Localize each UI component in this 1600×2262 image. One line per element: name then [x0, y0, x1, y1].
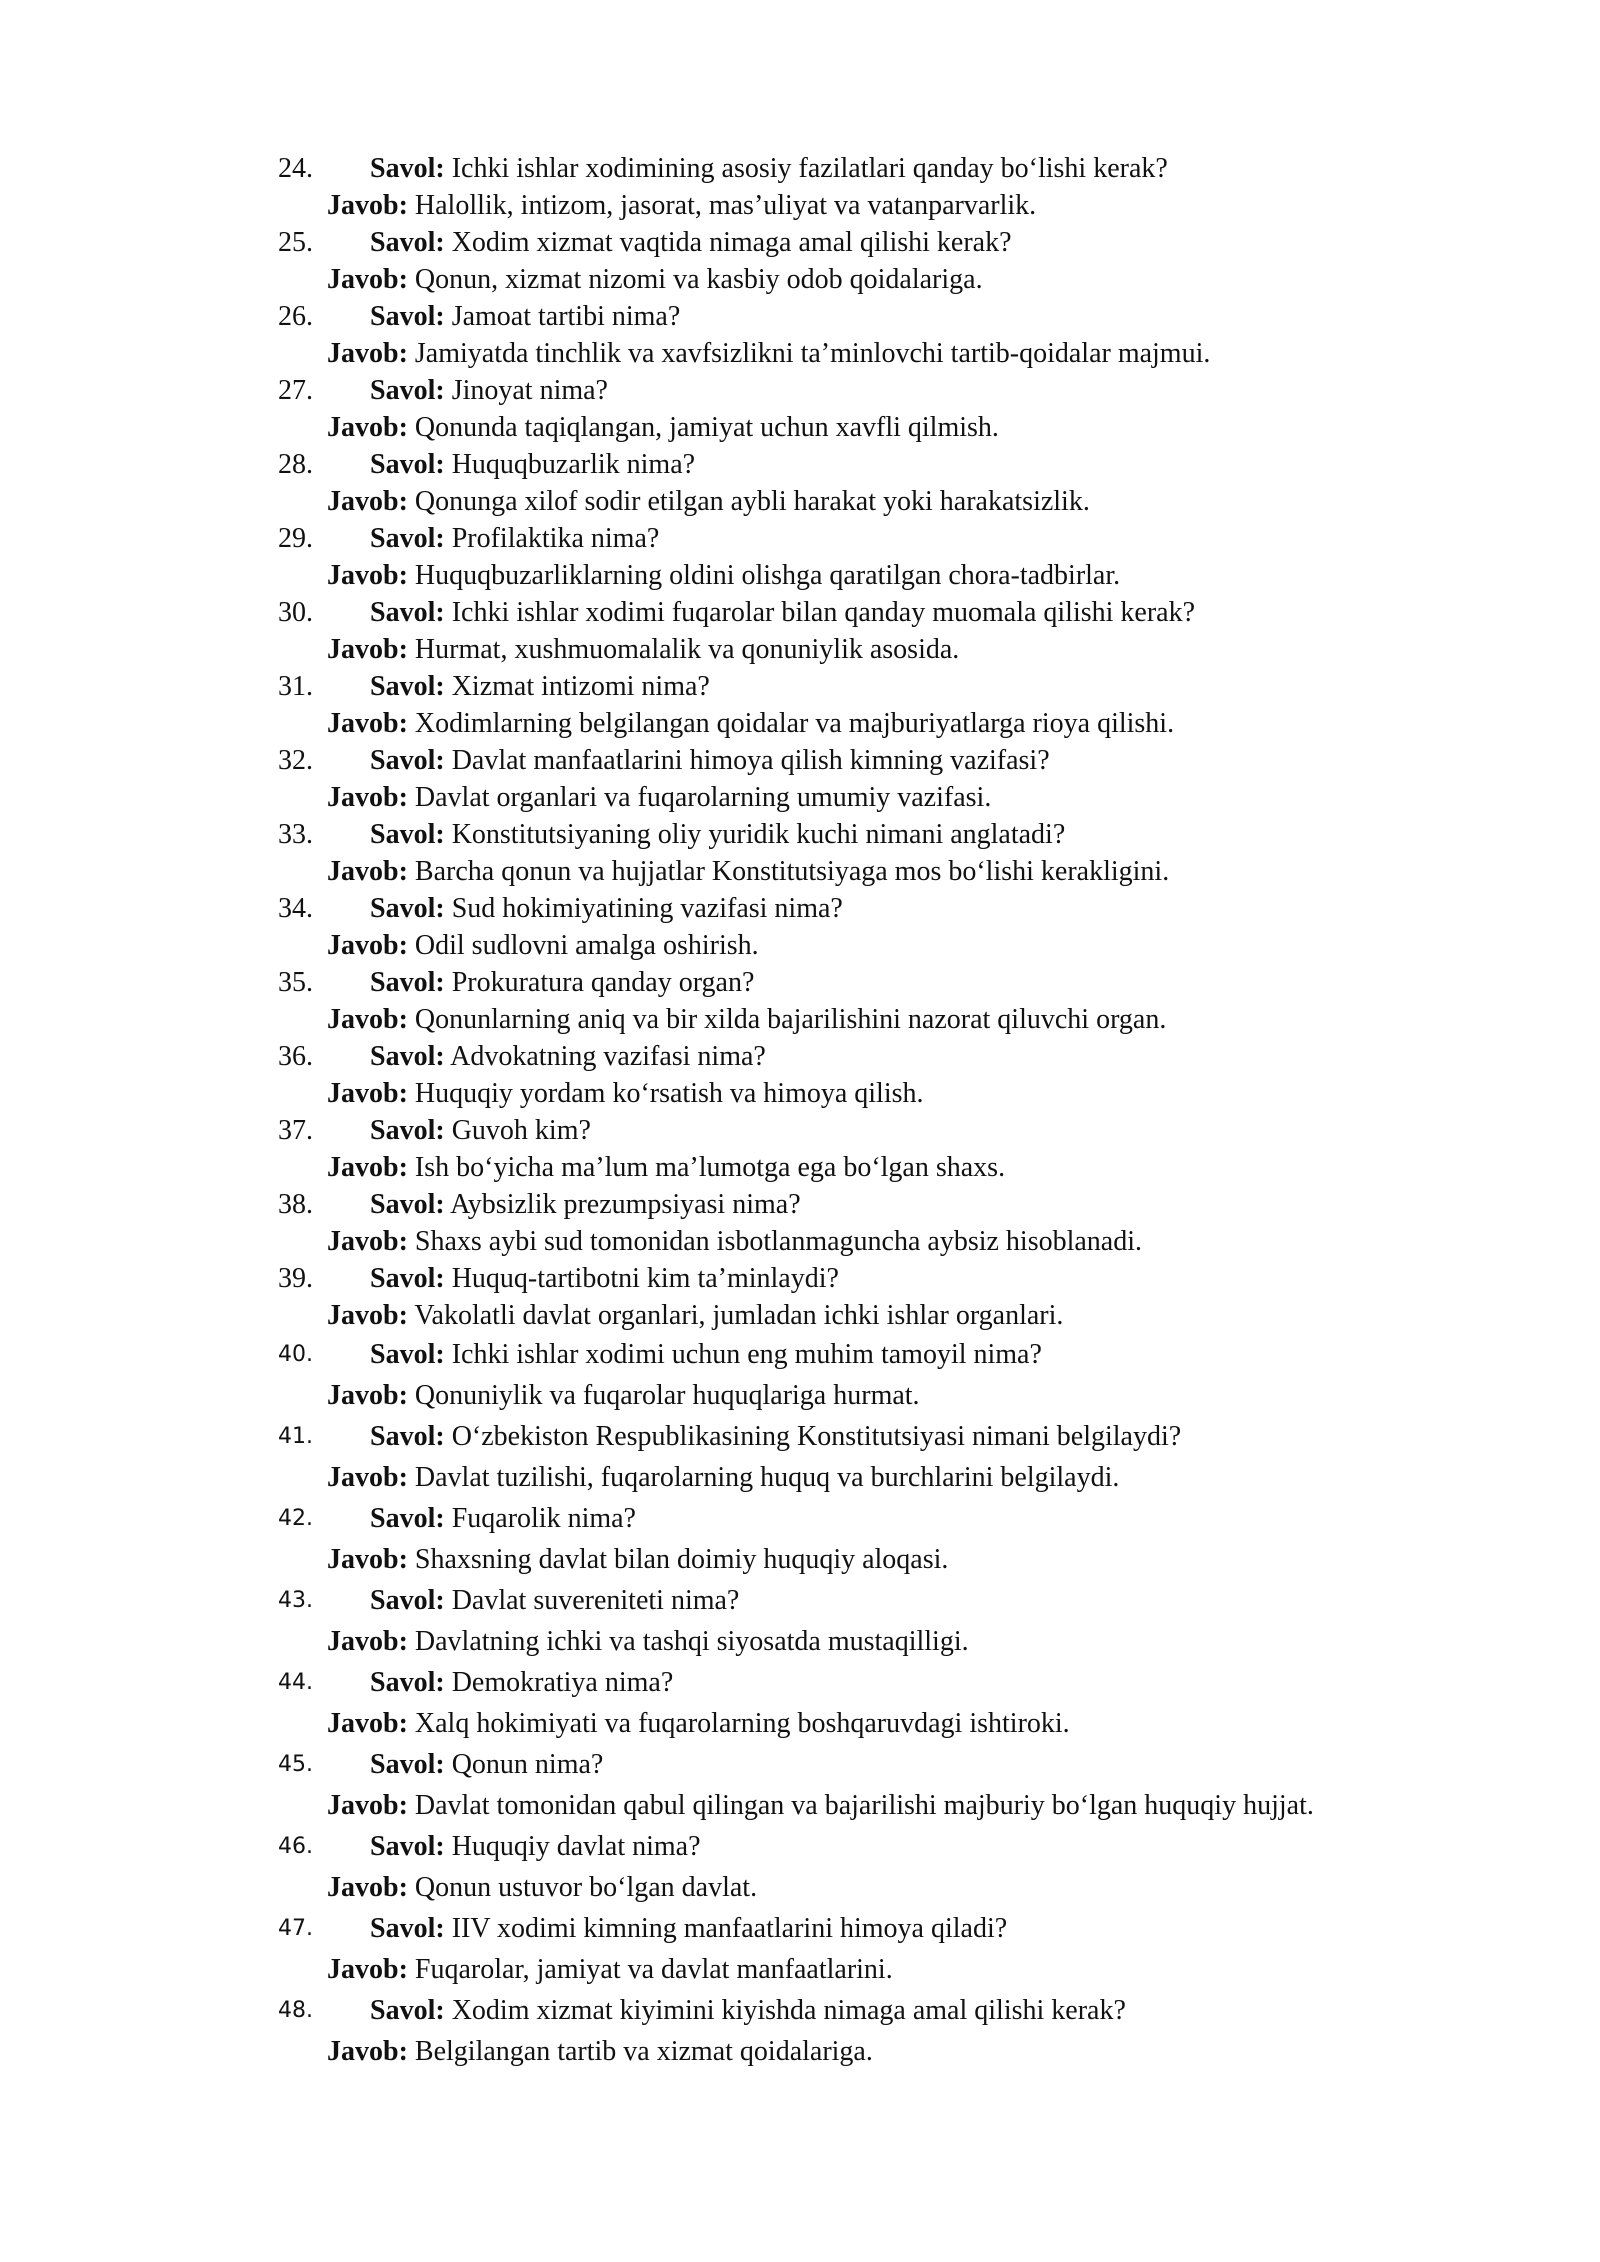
question-line	[0, 298, 1600, 335]
qa-item	[0, 446, 1600, 520]
item-number: 42.	[278, 1506, 313, 1531]
question-label: Savol:	[370, 1339, 445, 1370]
answer-body: Odil sudlovni amalga oshirish.	[414, 930, 759, 961]
item-number: 34.	[278, 893, 313, 924]
question-line	[0, 742, 1600, 779]
answer-text	[327, 1539, 948, 1580]
answer-text	[327, 1149, 1005, 1186]
question-line	[0, 1580, 1600, 1621]
answer-body: Shaxs aybi sud tomonidan isbotlanmaguncha aybsiz hisoblanadi.	[414, 1226, 1143, 1257]
question-label: Savol:	[370, 1667, 445, 1698]
answer-body: Vakolatli davlat organlari, jumladan ichki ishlar organlari.	[414, 1300, 1064, 1331]
question-line	[0, 224, 1600, 261]
answer-text	[327, 1001, 1166, 1038]
answer-line	[0, 927, 1600, 964]
question-label: Savol:	[370, 893, 445, 924]
answer-body: Qonunga xilof sodir etilgan aybli harakat yoki harakatsizlik.	[414, 486, 1090, 517]
answer-label: Javob:	[327, 634, 408, 665]
question-label: Savol:	[370, 597, 445, 628]
answer-label: Javob:	[327, 1078, 408, 1109]
question-text	[370, 964, 754, 1001]
qa-item	[0, 1112, 1600, 1186]
answer-body: Belgilangan tartib va xizmat qoidalariga.	[414, 2036, 873, 2067]
question-body: Advokatning vazifasi nima?	[450, 1041, 766, 1072]
qa-item	[0, 224, 1600, 298]
answer-body: Huquqbuzarliklarning oldini olishga qaratilgan chora-tadbirlar.	[414, 560, 1121, 591]
question-line	[0, 1334, 1600, 1375]
item-number: 36.	[278, 1041, 313, 1072]
item-number: 38.	[278, 1189, 313, 1220]
answer-label: Javob:	[327, 338, 408, 369]
question-label: Savol:	[370, 967, 445, 998]
qa-list	[0, 150, 1600, 2072]
answer-label: Javob:	[327, 2036, 408, 2067]
qa-item	[0, 1990, 1600, 2072]
question-line	[0, 1038, 1600, 1075]
question-text	[370, 446, 695, 483]
question-text	[370, 1744, 603, 1785]
item-number: 29.	[278, 523, 313, 554]
answer-line	[0, 1539, 1600, 1580]
answer-body: Qonunda taqiqlangan, jamiyat uchun xavfli qilmish.	[414, 412, 999, 443]
answer-body: Fuqarolar, jamiyat va davlat manfaatlarini.	[414, 1954, 893, 1985]
question-body: Demokratiya nima?	[451, 1667, 674, 1698]
question-label: Savol:	[370, 301, 445, 332]
question-line	[0, 594, 1600, 631]
question-text	[370, 1908, 1007, 1949]
answer-body: Davlat tomonidan qabul qilingan va bajarilishi majburiy bo‘lgan huquqiy hujjat.	[414, 1790, 1314, 1821]
answer-label: Javob:	[327, 560, 408, 591]
answer-line	[0, 483, 1600, 520]
qa-item	[0, 1416, 1600, 1498]
answer-text	[327, 1075, 924, 1112]
question-line	[0, 1186, 1600, 1223]
question-label: Savol:	[370, 523, 445, 554]
answer-line	[0, 1621, 1600, 1662]
question-body: Jamoat tartibi nima?	[451, 301, 681, 332]
qa-item	[0, 1186, 1600, 1260]
item-number: 45.	[278, 1752, 313, 1777]
answer-label: Javob:	[327, 782, 408, 813]
answer-text	[327, 2031, 873, 2072]
question-body: Ichki ishlar xodimi uchun eng muhim tamoyil nima?	[451, 1339, 1042, 1370]
answer-text	[327, 1223, 1142, 1260]
question-body: Guvoh kim?	[451, 1115, 591, 1146]
question-body: Sud hokimiyatining vazifasi nima?	[451, 893, 843, 924]
question-line	[0, 150, 1600, 187]
answer-text	[327, 631, 959, 668]
question-text	[370, 1038, 766, 1075]
item-number: 25.	[278, 227, 313, 258]
question-line	[0, 1744, 1600, 1785]
answer-text	[327, 1621, 969, 1662]
answer-body: Davlat organlari va fuqarolarning umumiy vazifasi.	[414, 782, 992, 813]
answer-label: Javob:	[327, 1954, 408, 1985]
answer-body: Ish bo‘yicha ma’lum ma’lumotga ega bo‘lgan shaxs.	[414, 1152, 1006, 1183]
answer-line	[0, 335, 1600, 372]
answer-label: Javob:	[327, 1462, 408, 1493]
question-body: Aybsizlik prezumpsiyasi nima?	[450, 1189, 801, 1220]
item-number: 32.	[278, 745, 313, 776]
answer-line	[0, 1703, 1600, 1744]
answer-text	[327, 1297, 1063, 1334]
answer-line	[0, 1223, 1600, 1260]
item-number: 48.	[278, 1998, 313, 2023]
question-text	[370, 1580, 739, 1621]
answer-text	[327, 187, 1036, 224]
question-label: Savol:	[370, 745, 445, 776]
question-label: Savol:	[370, 1115, 445, 1146]
answer-body: Xalq hokimiyati va fuqarolarning boshqaruvdagi ishtiroki.	[414, 1708, 1070, 1739]
answer-text	[327, 1703, 1070, 1744]
qa-item	[0, 964, 1600, 1038]
answer-body: Qonunlarning aniq va bir xilda bajarilishini nazorat qiluvchi organ.	[414, 1004, 1167, 1035]
answer-line	[0, 409, 1600, 446]
answer-text	[327, 1867, 757, 1908]
answer-label: Javob:	[327, 412, 408, 443]
qa-item	[0, 1662, 1600, 1744]
qa-item	[0, 1498, 1600, 1580]
answer-text	[327, 1457, 1119, 1498]
question-label: Savol:	[370, 671, 445, 702]
question-body: Huquqiy davlat nima?	[451, 1831, 701, 1862]
answer-line	[0, 1867, 1600, 1908]
answer-line	[0, 187, 1600, 224]
question-text	[370, 742, 1050, 779]
item-number: 24.	[278, 153, 313, 184]
answer-line	[0, 1785, 1600, 1826]
answer-label: Javob:	[327, 1708, 408, 1739]
question-text	[370, 1334, 1042, 1375]
answer-label: Javob:	[327, 1626, 408, 1657]
question-label: Savol:	[370, 1995, 445, 2026]
question-body: Xodim xizmat vaqtida nimaga amal qilishi kerak?	[451, 227, 1012, 258]
qa-item	[0, 1744, 1600, 1826]
qa-item	[0, 890, 1600, 964]
question-line	[0, 1662, 1600, 1703]
item-number: 41.	[278, 1424, 313, 1449]
item-number: 37.	[278, 1115, 313, 1146]
answer-label: Javob:	[327, 1790, 408, 1821]
answer-line	[0, 1297, 1600, 1334]
question-line	[0, 816, 1600, 853]
qa-item	[0, 1580, 1600, 1662]
answer-text	[327, 1375, 920, 1416]
answer-label: Javob:	[327, 1004, 408, 1035]
answer-label: Javob:	[327, 1226, 408, 1257]
qa-item	[0, 594, 1600, 668]
question-body: Qonun nima?	[451, 1749, 604, 1780]
qa-item	[0, 1826, 1600, 1908]
answer-text	[327, 483, 1090, 520]
answer-line	[0, 705, 1600, 742]
question-body: IIV xodimi kimning manfaatlarini himoya qiladi?	[451, 1913, 1008, 1944]
answer-line	[0, 557, 1600, 594]
answer-text	[327, 261, 983, 298]
question-text	[370, 150, 1168, 187]
qa-item	[0, 816, 1600, 890]
question-text	[370, 1990, 1126, 2031]
question-label: Savol:	[370, 1831, 445, 1862]
question-line	[0, 668, 1600, 705]
question-text	[370, 1260, 839, 1297]
question-text	[370, 224, 1012, 261]
question-text	[370, 1186, 801, 1223]
answer-line	[0, 1149, 1600, 1186]
question-body: Jinoyat nima?	[451, 375, 608, 406]
answer-text	[327, 409, 999, 446]
qa-item	[0, 668, 1600, 742]
question-body: Fuqarolik nima?	[451, 1503, 636, 1534]
answer-body: Jamiyatda tinchlik va xavfsizlikni ta’minlovchi tartib-qoidalar majmui.	[414, 338, 1211, 369]
question-label: Savol:	[370, 1749, 445, 1780]
question-label: Savol:	[370, 1041, 445, 1072]
question-label: Savol:	[370, 227, 445, 258]
question-body: Davlat manfaatlarini himoya qilish kimning vazifasi?	[451, 745, 1050, 776]
answer-label: Javob:	[327, 708, 408, 739]
question-body: Xizmat intizomi nima?	[451, 671, 710, 702]
answer-body: Davlat tuzilishi, fuqarolarning huquq va burchlarini belgilaydi.	[414, 1462, 1120, 1493]
question-line	[0, 372, 1600, 409]
item-number: 44.	[278, 1670, 313, 1695]
answer-label: Javob:	[327, 1872, 408, 1903]
question-body: Prokuratura qanday organ?	[451, 967, 755, 998]
answer-text	[327, 1949, 893, 1990]
question-line	[0, 1826, 1600, 1867]
question-body: Huquqbuzarlik nima?	[451, 449, 696, 480]
answer-label: Javob:	[327, 1544, 408, 1575]
question-text	[370, 520, 659, 557]
question-text	[370, 1498, 636, 1539]
answer-line	[0, 261, 1600, 298]
answer-line	[0, 853, 1600, 890]
question-label: Savol:	[370, 1503, 445, 1534]
item-number: 39.	[278, 1263, 313, 1294]
answer-line	[0, 631, 1600, 668]
question-line	[0, 1416, 1600, 1457]
question-line	[0, 890, 1600, 927]
question-text	[370, 372, 608, 409]
answer-line	[0, 2031, 1600, 2072]
question-text	[370, 1826, 701, 1867]
question-body: Xodim xizmat kiyimini kiyishda nimaga amal qilishi kerak?	[451, 1995, 1126, 2026]
question-body: Huquq-tartibotni kim ta’minlaydi?	[451, 1263, 839, 1294]
item-number: 28.	[278, 449, 313, 480]
qa-item	[0, 1334, 1600, 1416]
qa-item	[0, 520, 1600, 594]
question-body: Ichki ishlar xodimining asosiy fazilatlari qanday bo‘lishi kerak?	[451, 153, 1168, 184]
answer-label: Javob:	[327, 264, 408, 295]
item-number: 27.	[278, 375, 313, 406]
answer-label: Javob:	[327, 930, 408, 961]
question-line	[0, 1260, 1600, 1297]
qa-item	[0, 1260, 1600, 1334]
answer-text	[327, 927, 759, 964]
item-number: 40.	[278, 1342, 313, 1367]
question-label: Savol:	[370, 819, 445, 850]
item-number: 31.	[278, 671, 313, 702]
answer-label: Javob:	[327, 1300, 408, 1331]
answer-text	[327, 705, 1174, 742]
question-label: Savol:	[370, 1913, 445, 1944]
qa-item	[0, 1908, 1600, 1990]
answer-body: Shaxsning davlat bilan doimiy huquqiy aloqasi.	[414, 1544, 949, 1575]
qa-item	[0, 150, 1600, 224]
answer-body: Qonun, xizmat nizomi va kasbiy odob qoidalariga.	[414, 264, 983, 295]
question-label: Savol:	[370, 449, 445, 480]
answer-text	[327, 853, 1169, 890]
answer-line	[0, 779, 1600, 816]
question-line	[0, 1908, 1600, 1949]
answer-body: Xodimlarning belgilangan qoidalar va majburiyatlarga rioya qilishi.	[414, 708, 1175, 739]
question-text	[370, 1662, 673, 1703]
answer-label: Javob:	[327, 856, 408, 887]
question-body: Konstitutsiyaning oliy yuridik kuchi nimani anglatadi?	[451, 819, 1066, 850]
question-label: Savol:	[370, 1263, 445, 1294]
question-text	[370, 816, 1065, 853]
question-text	[370, 890, 843, 927]
question-line	[0, 1498, 1600, 1539]
question-label: Savol:	[370, 375, 445, 406]
question-label: Savol:	[370, 1585, 445, 1616]
question-text	[370, 298, 680, 335]
question-body: O‘zbekiston Respublikasining Konstitutsiyasi nimani belgilaydi?	[451, 1421, 1182, 1452]
answer-body: Qonun ustuvor bo‘lgan davlat.	[414, 1872, 758, 1903]
answer-body: Hurmat, xushmuomalalik va qonuniylik asosida.	[414, 634, 960, 665]
item-number: 33.	[278, 819, 313, 850]
question-text	[370, 594, 1195, 631]
answer-line	[0, 1075, 1600, 1112]
question-body: Profilaktika nima?	[451, 523, 660, 554]
question-line	[0, 964, 1600, 1001]
answer-body: Davlatning ichki va tashqi siyosatda mustaqilligi.	[414, 1626, 969, 1657]
qa-item	[0, 372, 1600, 446]
answer-body: Halollik, intizom, jasorat, mas’uliyat va vatanparvarlik.	[414, 190, 1037, 221]
answer-label: Javob:	[327, 1152, 408, 1183]
item-number: 26.	[278, 301, 313, 332]
question-line	[0, 1990, 1600, 2031]
question-line	[0, 520, 1600, 557]
answer-line	[0, 1949, 1600, 1990]
answer-text	[327, 335, 1210, 372]
qa-item	[0, 742, 1600, 816]
answer-label: Javob:	[327, 1380, 408, 1411]
answer-line	[0, 1457, 1600, 1498]
item-number: 46.	[278, 1834, 313, 1859]
item-number: 47.	[278, 1916, 313, 1941]
question-text	[370, 1416, 1181, 1457]
answer-text	[327, 557, 1120, 594]
item-number: 43.	[278, 1588, 313, 1613]
answer-label: Javob:	[327, 486, 408, 517]
item-number: 30.	[278, 597, 313, 628]
question-line	[0, 1112, 1600, 1149]
answer-body: Huquqiy yordam ko‘rsatish va himoya qilish.	[414, 1078, 924, 1109]
question-body: Davlat suvereniteti nima?	[451, 1585, 740, 1616]
question-text	[370, 668, 710, 705]
answer-body: Barcha qonun va hujjatlar Konstitutsiyaga mos bo‘lishi kerakligini.	[414, 856, 1170, 887]
answer-label: Javob:	[327, 190, 408, 221]
answer-body: Qonuniylik va fuqarolar huquqlariga hurmat.	[414, 1380, 920, 1411]
question-label: Savol:	[370, 1189, 445, 1220]
qa-item	[0, 1038, 1600, 1112]
question-text	[370, 1112, 591, 1149]
item-number: 35.	[278, 967, 313, 998]
answer-text	[327, 779, 991, 816]
question-label: Savol:	[370, 1421, 445, 1452]
question-line	[0, 446, 1600, 483]
question-label: Savol:	[370, 153, 445, 184]
answer-line	[0, 1375, 1600, 1416]
answer-text	[327, 1785, 1314, 1826]
qa-item	[0, 298, 1600, 372]
answer-line	[0, 1001, 1600, 1038]
question-body: Ichki ishlar xodimi fuqarolar bilan qanday muomala qilishi kerak?	[451, 597, 1196, 628]
